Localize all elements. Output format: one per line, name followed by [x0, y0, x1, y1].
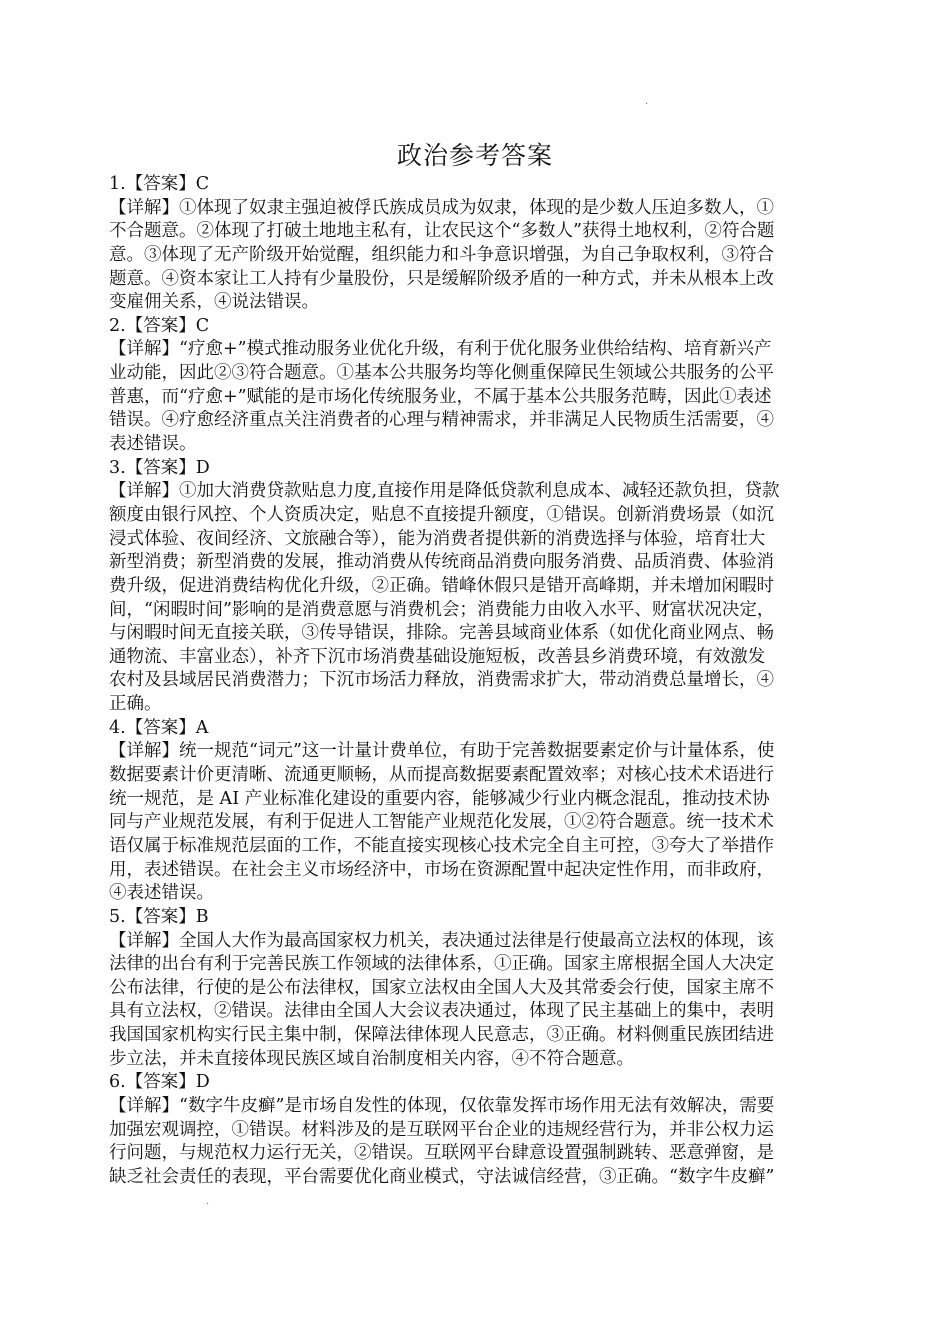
explanation-line: ④表述错误。	[109, 883, 214, 904]
explanation-line: 行问题，与规范权力运行无关，②错误。互联网平台肆意设置强制跳转、恶意弹窗，是	[109, 1143, 774, 1164]
explanation-line: 法律的出台有利于完善民族工作领域的法律体系，①正确。国家主席根据全国人大决定	[109, 954, 774, 975]
explanation-line: 费升级，促进消费结构优化升级，②正确。错峰休假只是错开高峰期，并未增加闲暇时	[109, 575, 774, 596]
explanation-line: 业动能，因此②③符合题意。①基本公共服务均等化侧重保障民生领域公共服务的公平	[109, 363, 774, 384]
explanation-line: 【详解】“疗愈+”模式推动服务业优化升级，有利于优化服务业供给结构、培育新兴产	[109, 339, 772, 360]
explanation-line: 【详解】①体现了奴隶主强迫被俘氏族成员成为奴隶，体现的是少数人压迫多数人，①	[109, 197, 774, 218]
explanation-line: 题意。④资本家让工人持有少量股份，只是缓解阶级矛盾的一种方式，并未从根本上改	[109, 268, 774, 289]
explanation-line: 变雇佣关系，④说法错误。	[109, 292, 319, 313]
explanation-line: 正确。	[109, 694, 162, 715]
bottom-dot-mark: ·	[206, 1199, 210, 1210]
explanation-line: 新型消费；新型消费的发展，推动消费从传统商品消费向服务消费、品质消费、体验消	[109, 552, 774, 573]
explanation-line: 【详解】全国人大作为最高国家权力机关，表决通过法律是行使最高立法权的体现，该	[109, 930, 774, 951]
explanation-line: 间，“闲暇时间”影响的是消费意愿与消费机会；消费能力由收入水平、财富状况决定，	[109, 599, 775, 620]
answer-heading-line: 6.【答案】D	[109, 1072, 210, 1093]
answer-heading-line: 5.【答案】B	[109, 906, 209, 927]
explanation-line: 缺乏社会责任的表现，平台需要优化商业模式，守法诚信经营，③正确。“数字牛皮癣”	[109, 1166, 775, 1187]
explanation-line: 具有立法权，②错误。法律由全国人大会议表决通过，体现了民主基础上的集中，表明	[109, 1001, 774, 1022]
answer-content	[109, 173, 809, 1190]
explanation-line: 步立法，并未直接体现民族区域自治制度相关内容，④不符合题意。	[109, 1048, 634, 1069]
top-dot-mark: ·	[645, 99, 649, 110]
explanation-line: 表述错误。	[109, 434, 197, 455]
explanation-line: 浸式体验、夜间经济、文旅融合等），能为消费者提供新的消费选择与体验，培育壮大	[109, 528, 766, 549]
page-title: 政治参考答案	[396, 141, 553, 170]
explanation-line: 同与产业规范发展，有利于促进人工智能产业规范化发展，①②符合题意。统一技术术	[109, 812, 774, 833]
explanation-line: 通物流、丰富业态），补齐下沉市场消费基础设施短板，改善县乡消费环境，有效激发	[109, 646, 766, 667]
explanation-line: 额度由银行风控、个人资质决定，贴息不直接提升额度，①错误。创新消费场景（如沉	[109, 504, 774, 525]
explanation-line: 【详解】统一规范“词元”这一计量计费单位，有助于完善数据要素定价与计量体系，使	[109, 741, 775, 762]
explanation-line: 用，表述错误。在社会主义市场经济中，市场在资源配置中起决定性作用，而非政府，	[109, 859, 774, 880]
explanation-line: 意。③体现了无产阶级开始觉醒，组织能力和斗争意识增强，为自己争取权利，③符合	[109, 244, 774, 265]
explanation-line: 普惠，而“疗愈+”赋能的是市场化传统服务业，不属于基本公共服务范畴，因此①表述	[109, 386, 772, 407]
explanation-line: 语仅属于标准规范层面的工作，不能直接实现核心技术完全自主可控，③夸大了举措作	[109, 835, 774, 856]
answer-heading-line: 1.【答案】C	[109, 174, 210, 194]
explanation-line: 与闲暇时间无直接关联，③传导错误，排除。完善县域商业体系（如优化商业网点、畅	[109, 623, 774, 644]
explanation-line: 农村及县域居民消费潜力；下沉市场活力释放，消费需求扩大，带动消费总量增长，④	[109, 670, 774, 691]
explanation-line: 【详解】“数字牛皮癣”是市场自发性的体现，仅依靠发挥市场作用无法有效解决，需要	[109, 1095, 775, 1116]
explanation-line: 不合题意。②体现了打破土地地主私有，让农民这个“多数人”获得土地权利，②符合题	[109, 221, 775, 242]
explanation-line: 数据要素计价更清晰、流通更顺畅，从而提高数据要素配置效率；对核心技术术语进行	[109, 765, 774, 786]
explanation-line: 公布法律，行使的是公布法律权，国家立法权由全国人大及其常委会行使，国家主席不	[109, 977, 774, 998]
explanation-line: 加强宏观调控，①错误。材料涉及的是互联网平台企业的违规经营行为，并非公权力运	[109, 1119, 774, 1140]
explanation-line: 统一规范，是 AI 产业标准化建设的重要内容，能够减少行业内概念混乱，推动技术协	[109, 788, 770, 809]
answer-heading-line: 3.【答案】D	[109, 457, 210, 478]
answer-heading-line: 2.【答案】C	[109, 315, 210, 336]
explanation-line: 我国国家机构实行民主集中制，保障法律体现人民意志，③正确。材料侧重民族团结进	[109, 1025, 774, 1046]
explanation-line: 【详解】①加大消费贷款贴息力度,直接作用是降低贷款利息成本、减轻还款负担，贷款	[109, 481, 780, 502]
explanation-line: 错误。④疗愈经济重点关注消费者的心理与精神需求，并非满足人民物质生活需要，④	[109, 410, 774, 431]
answer-heading-line: 4.【答案】A	[109, 717, 209, 738]
